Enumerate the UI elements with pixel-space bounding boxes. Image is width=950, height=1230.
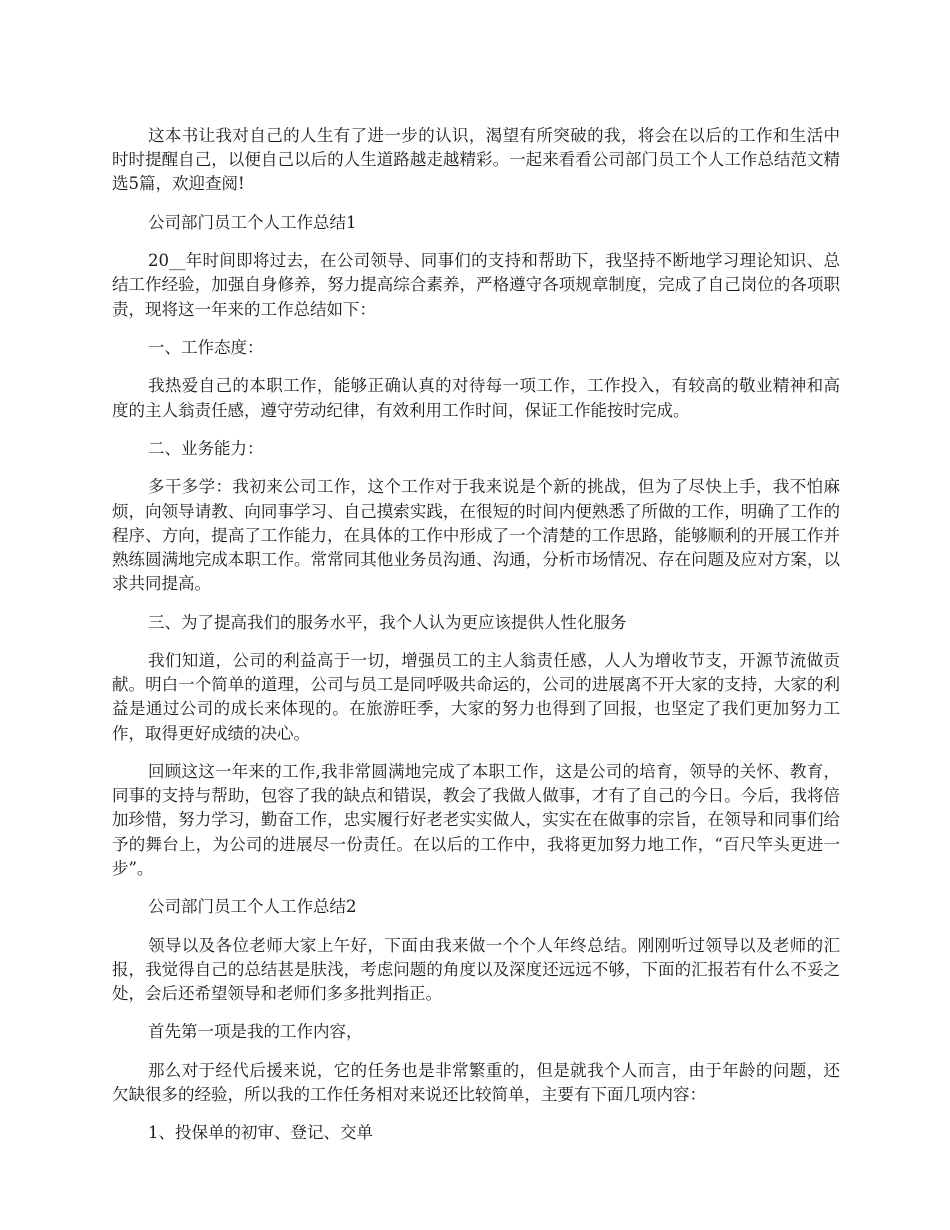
body-paragraph: 领导以及各位老师大家上午好，下面由我来做一个个人年终总结。刚刚听过领导以及老师的汇报，我觉得自己的总结甚是肤浅，考虑问题的角度以及深度还远远不够，下面的汇报若有什么不妥之处，会后还希望领导和老师们多多批判指正。 — [112, 935, 840, 1003]
document-body — [112, 124, 840, 1160]
body-paragraph: 多干多学：我初来公司工作，这个工作对于我来说是个新的挑战，但为了尽快上手，我不怕麻烦，向领导请教、向同事学习、自己摸索实践，在很短的时间内便熟悉了所做的工作，明确了工作的程序、方向，提高了工作能力，在具体的工作中形成了一个清楚的工作思路，能够顺利的开展工作并熟练圆满地完成本职工作。常常同其他业务员沟通、沟通，分析市场情况、存在问题及应对方案，以求共同提高。 — [112, 477, 840, 594]
intro-paragraph: 这本书让我对自己的人生有了进一步的认识，渴望有所突破的我，将会在以后的工作和生活中时时提醒自己，以便自己以后的人生道路越走越精彩。一起来看看公司部门员工个人工作总结范文精选5篇，欢迎查阅! — [112, 126, 840, 194]
list-item: 1、投保单的初审、登记、交单 — [148, 1123, 373, 1143]
section-heading-summary-1: 公司部门员工个人工作总结1 — [148, 212, 357, 232]
subheading-service-level: 三、为了提高我们的服务水平，我个人认为更应该提供人性化服务 — [148, 612, 627, 632]
subheading-business-ability: 二、业务能力： — [148, 438, 264, 458]
body-paragraph: 20__年时间即将过去，在公司领导、同事们的支持和帮助下，我坚持不断地学习理论知识、总结工作经验，加强自身修养，努力提高综合素养，严格遵守各项规章制度，完成了自己岗位的各项职责，现将这一年来的工作总结如下： — [112, 251, 840, 319]
section-heading-summary-2: 公司部门员工个人工作总结2 — [148, 897, 357, 917]
body-paragraph: 首先第一项是我的工作内容， — [148, 1022, 363, 1042]
body-paragraph: 那么对于经代后援来说，它的任务也是非常繁重的，但是就我个人而言，由于年龄的问题，还欠缺很多的经验，所以我的工作任务相对来说还比较简单，主要有下面几项内容： — [112, 1060, 840, 1104]
body-paragraph: 我们知道，公司的利益高于一切，增强员工的主人翁责任感，人人为增收节支，开源节流做贡献。明白一个简单的道理，公司与员工是同呼吸共命运的，公司的进展离不开大家的支持，大家的利益是通过公司的成长来体现的。在旅游旺季，大家的努力也得到了回报，也坚定了我们更加努力工作，取得更好成绩的决心。 — [112, 650, 840, 743]
body-paragraph: 回顾这这一年来的工作,我非常圆满地完成了本职工作，这是公司的培育，领导的关怀、教育，同事的支持与帮助，包容了我的缺点和错误，教会了我做人做事，才有了自己的今日。今后，我将倍加珍惜，努力学习，勤奋工作，忠实履行好老老实实做人，实实在在做事的宗旨，在领导和同事们给予的舞台上，为公司的进展尽一份责任。在以后的工作中，我将更加努力地工作，“百尺竿头更进一步”。 — [112, 761, 840, 878]
body-paragraph: 我热爱自己的本职工作，能够正确认真的对待每一项工作，工作投入，有较高的敬业精神和高度的主人翁责任感，遵守劳动纪律，有效利用工作时间，保证工作能按时完成。 — [112, 376, 840, 420]
subheading-work-attitude: 一、工作态度： — [148, 337, 264, 357]
